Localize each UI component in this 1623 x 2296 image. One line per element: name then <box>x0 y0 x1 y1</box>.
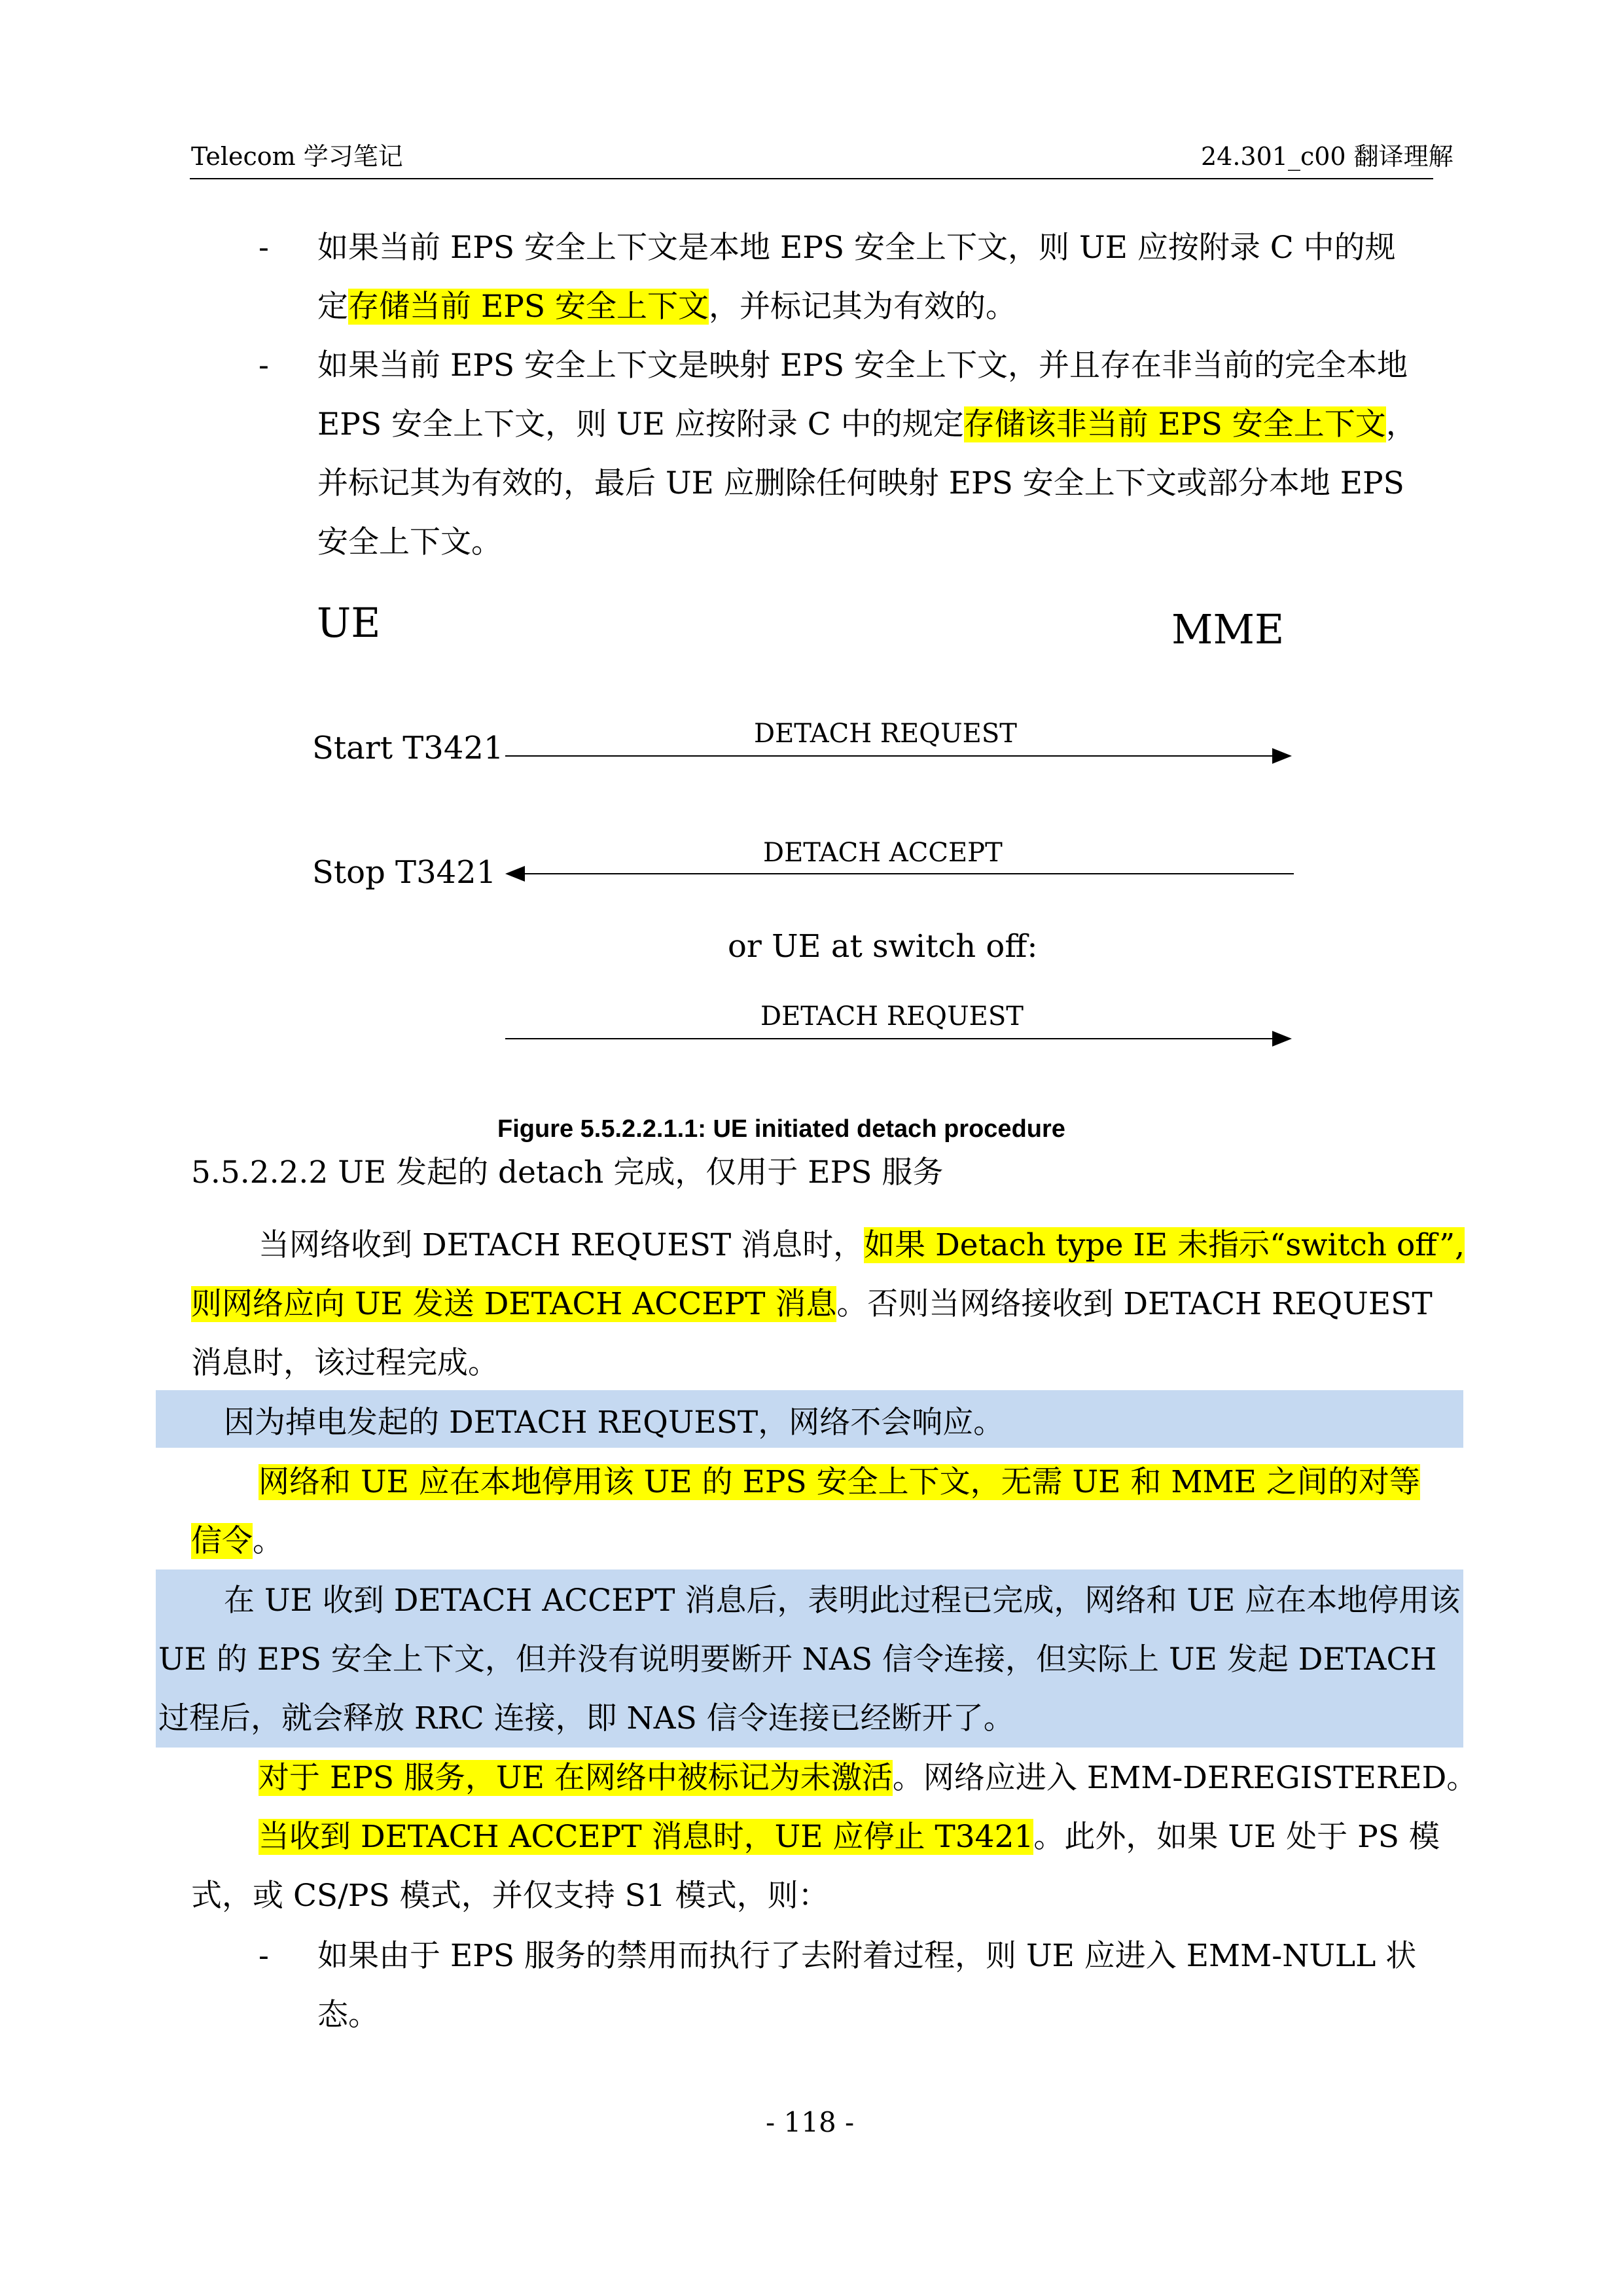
bullet-dash: - <box>259 1938 269 1974</box>
bullet-2-line-1: 如果当前 EPS 安全上下文是映射 EPS 安全上下文，并且存在非当前的完全本地 <box>317 348 1408 384</box>
page-number: - 118 - <box>766 2106 855 2138</box>
bullet-2-line-2 <box>317 403 1417 447</box>
para1-line-1 <box>259 1223 1465 1268</box>
bullet-2-line-2b: ， <box>1385 406 1417 442</box>
bullet-dash: - <box>259 348 269 384</box>
arrowhead-right-icon <box>1272 748 1293 764</box>
arrow-detach-request <box>505 755 1276 757</box>
arrowhead-right-icon <box>1272 1031 1293 1047</box>
highlight-switch-off-condition: 如果 Detach type IE 未指示“switch off”, <box>864 1227 1465 1263</box>
message-detach-request-switch-off-label: DETACH REQUEST <box>760 1001 1024 1031</box>
bottom-bullet-line-1: 如果由于 EPS 服务的禁用而执行了去附着过程，则 UE 应进入 EMM-NULL 状 <box>317 1938 1417 1974</box>
highlight-send-accept: 则网络应向 UE 发送 DETACH ACCEPT 消息 <box>191 1286 837 1322</box>
switch-off-label: or UE at switch off: <box>728 928 1038 965</box>
highlight-store-current: 存储当前 EPS 安全上下文 <box>348 289 709 325</box>
figure-caption: Figure 5.5.2.2.1.1: UE initiated detach procedure <box>497 1115 1065 1143</box>
para4-line-1 <box>259 1815 1440 1859</box>
bullet-1-line-2a: 定 <box>317 289 348 325</box>
start-timer-label: Start T3421 <box>312 730 504 766</box>
note1-text: 因为掉电发起的 DETACH REQUEST，网络不会响应。 <box>224 1405 1005 1441</box>
bullet-2-line-4: 安全上下文。 <box>317 524 502 560</box>
para4-line-2: 式，或 CS/PS 模式，并仅支持 S1 模式，则： <box>191 1878 829 1914</box>
section-title: 5.5.2.2.2 UE 发起的 detach 完成，仅用于 EPS 服务 <box>191 1155 944 1191</box>
para1-line-1a: 当网络收到 DETACH REQUEST 消息时， <box>259 1227 865 1263</box>
bullet-1-line-2 <box>317 285 1016 329</box>
bullet-dash: - <box>259 230 269 266</box>
bottom-bullet-line-2: 态。 <box>317 1997 379 2033</box>
para1-line-2b: 。否则当网络接收到 DETACH REQUEST <box>836 1286 1433 1322</box>
highlight-deactivate-context: 网络和 UE 应在本地停用该 UE 的 EPS 安全上下文，无需 UE 和 MME 之间的对等 <box>259 1464 1420 1500</box>
message-detach-accept-label: DETACH ACCEPT <box>763 838 1003 868</box>
header-right: 24.301_c00 翻译理解 <box>1201 142 1454 171</box>
highlight-stop-t3421: 当收到 DETACH ACCEPT 消息时，UE 应停止 T3421 <box>259 1819 1034 1855</box>
highlight-store-noncurrent: 存储该非当前 EPS 安全上下文 <box>963 406 1386 442</box>
message-detach-request-label: DETACH REQUEST <box>754 719 1017 749</box>
bullet-2-line-3: 并标记其为有效的，最后 UE 应删除任何映射 EPS 安全上下文或部分本地 EPS <box>317 465 1404 501</box>
arrow-detach-request-switch-off <box>505 1038 1276 1039</box>
para3-line-1b: 。网络应进入 EMM-DEREGISTERED。 <box>892 1760 1478 1796</box>
para2-line-2 <box>191 1519 283 1564</box>
mme-label: MME <box>1171 605 1285 653</box>
para2-line-2b: 。 <box>253 1523 283 1559</box>
header-left: Telecom 学习笔记 <box>191 142 403 171</box>
note2-line-3: 过程后，就会释放 RRC 连接，即 NAS 信令连接已经断开了。 <box>158 1700 1014 1736</box>
bullet-1-line-1: 如果当前 EPS 安全上下文是本地 EPS 安全上下文，则 UE 应按附录 C 中的规 <box>317 230 1396 266</box>
bullet-2-line-2a: EPS 安全上下文，则 UE 应按附录 C 中的规定 <box>317 406 964 442</box>
ue-label: UE <box>317 599 381 647</box>
stop-timer-label: Stop T3421 <box>312 854 497 891</box>
note2-line-1: 在 UE 收到 DETACH ACCEPT 消息后，表明此过程已完成，网络和 UE 应在本地停用该 <box>224 1583 1461 1619</box>
header-rule <box>190 178 1433 179</box>
highlight-marked-inactive: 对于 EPS 服务，UE 在网络中被标记为未激活 <box>259 1760 893 1796</box>
bullet-1-line-2b: ，并标记其为有效的。 <box>709 289 1017 325</box>
arrow-detach-accept <box>524 873 1294 874</box>
para1-line-3: 消息时，该过程完成。 <box>191 1345 499 1381</box>
para2-line-1 <box>259 1460 1420 1505</box>
para3-line-1 <box>259 1756 1477 1801</box>
para4-line-1b: 。此外，如果 UE 处于 PS 模 <box>1033 1819 1440 1855</box>
para1-line-2 <box>191 1282 1433 1327</box>
note2-line-2: UE 的 EPS 安全上下文，但并没有说明要断开 NAS 信令连接，但实际上 UE 发起 DETACH <box>158 1641 1437 1677</box>
highlight-signalling: 信令 <box>191 1523 253 1559</box>
